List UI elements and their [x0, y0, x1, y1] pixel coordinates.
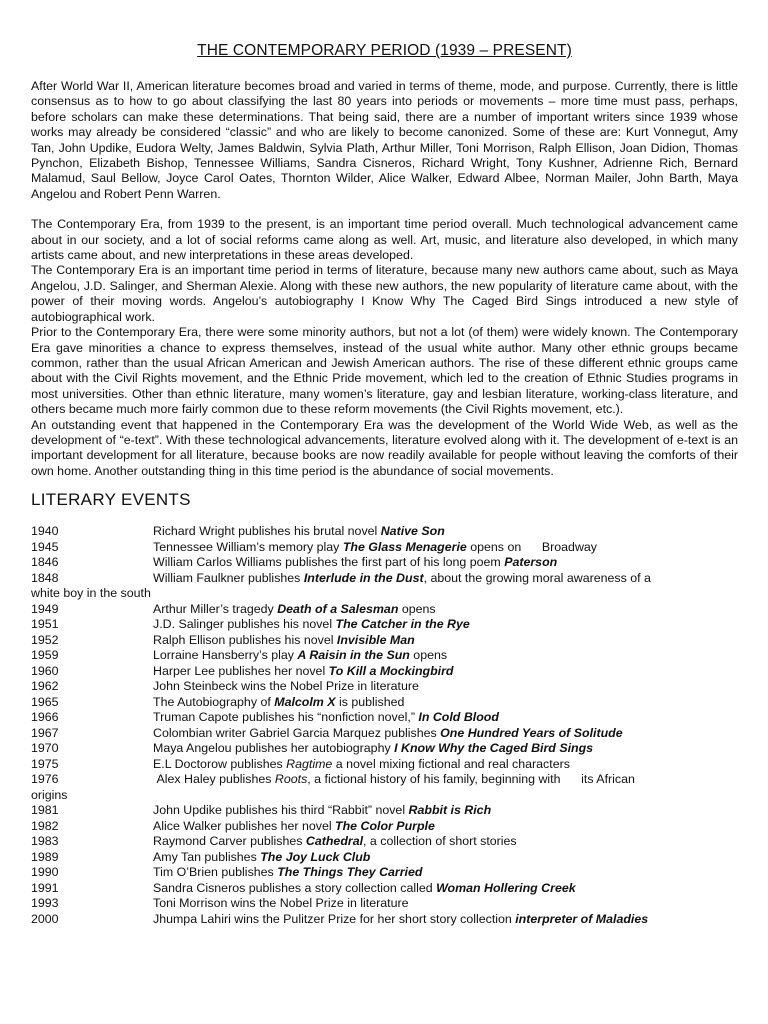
event-description: Tennessee William’s memory play	[153, 539, 343, 554]
event-year: 1965	[31, 694, 59, 709]
paragraph-spacer	[31, 202, 738, 217]
event-work-title: The Things They Carried	[277, 865, 423, 880]
event-work-title: Woman Hollering Creek	[436, 880, 576, 895]
event-row	[31, 741, 738, 757]
event-year: 1970	[31, 741, 59, 756]
event-description-tail: opens	[398, 601, 436, 616]
event-description: John Steinbeck wins the Nobel Prize in literature	[153, 679, 419, 694]
event-description: Maya Angelou publishes her autobiography	[153, 741, 395, 756]
event-description-tail: , a fictional history of his family, beginning with its African	[307, 772, 635, 787]
event-year: 1967	[31, 725, 59, 740]
event-row	[31, 710, 738, 726]
event-row	[31, 881, 738, 897]
event-year: 1959	[31, 648, 59, 663]
event-year: 1975	[31, 756, 59, 771]
event-work-title: The Glass Menagerie	[342, 539, 467, 554]
event-year: 1846	[31, 555, 59, 570]
event-work-title: In Cold Blood	[418, 710, 499, 725]
event-row	[31, 896, 738, 912]
event-year: 1990	[31, 865, 59, 880]
event-row	[31, 617, 738, 633]
event-description-tail: , a collection of short stories	[363, 834, 517, 849]
event-work-title: Rabbit is Rich	[408, 803, 492, 818]
event-work-title: The Joy Luck Club	[260, 849, 371, 864]
event-work-title: Ragtime	[286, 756, 333, 771]
event-year: 1940	[31, 524, 59, 539]
event-work-title: The Catcher in the Rye	[335, 617, 470, 632]
event-year: 1945	[31, 539, 59, 554]
event-year: 1989	[31, 849, 59, 864]
event-year: 1949	[31, 601, 59, 616]
event-row	[31, 912, 738, 928]
event-work-title: A Raisin in the Sun	[297, 648, 410, 663]
literature-importance-paragraph: The Contemporary Era is an important time period in terms of literature, because many new authors came about, such as Maya Angelou, J.D. Salinger, and Sherman Alexie. Along with these new authors, the new popularity of literature came about, with the power of their moving words. Angelou’s autobiography I Know Why The Caged Bird Sings introduced a new style of autobiographical work.	[31, 263, 738, 324]
event-work-title: Death of a Salesman	[277, 601, 399, 616]
event-description: Alice Walker publishes her novel	[153, 818, 336, 833]
event-work-title: interpreter of Maladies	[515, 911, 649, 926]
event-year: 1983	[31, 834, 59, 849]
event-row	[31, 834, 738, 850]
event-row	[31, 555, 738, 571]
intro-paragraph: After World War II, American literature becomes broad and varied in terms of theme, mode, and purpose. Currently, there is little consensus as to how to go about classifying the last 80 years into periods or movements – more time must pass, perhaps, before scholars can make these determinations. That being said, there are a number of important writers since 1939 whose works may already be considered “classic” and who are likely to become canonized. Some of these are: Kurt Vonnegut, Amy Tan, John Updike, Eudora Welty, James Baldwin, Sylvia Plath, Arthur Miller, Toni Morrison, Ralph Ellison, Joan Didion, Thomas Pynchon, Elizabeth Bishop, Tennessee Williams, Sandra Cisneros, Richard Wright, Tony Kushner, Adrienne Rich, Bernard Malamud, Saul Bellow, Joyce Carol Oates, Thornton Wilder, Alice Walker, Edward Albee, Norman Mailer, John Barth, Maya Angelou and Robert Penn Warren.	[31, 79, 738, 201]
event-year: 2000	[31, 911, 59, 926]
event-description: Truman Capote publishes his “nonfiction novel,”	[153, 710, 419, 725]
event-row	[31, 524, 738, 540]
event-description: Alex Haley publishes	[153, 772, 275, 787]
event-description-wrap: origins	[31, 787, 68, 802]
event-row	[31, 865, 738, 881]
event-work-title: Native Son	[380, 524, 445, 539]
event-work-title: Interlude in the Dust	[303, 570, 424, 585]
event-year: 1960	[31, 663, 59, 678]
event-row	[31, 757, 738, 773]
event-row	[31, 633, 738, 649]
event-row	[31, 772, 738, 803]
event-description: Toni Morrison wins the Nobel Prize in literature	[153, 896, 409, 911]
event-work-title: One Hundred Years of Solitude	[440, 725, 623, 740]
event-row	[31, 540, 738, 556]
event-year: 1951	[31, 617, 59, 632]
event-description-tail: a novel mixing fictional and real characters	[332, 756, 570, 771]
event-work-title: The Color Purple	[335, 818, 435, 833]
event-work-title: Invisible Man	[336, 632, 415, 647]
event-description: William Carlos Williams publishes the first part of his long poem	[153, 555, 505, 570]
event-description: Harper Lee publishes her novel	[153, 663, 329, 678]
era-overview-paragraph: The Contemporary Era, from 1939 to the present, is an important time period overall. Much technological advancement came about in our society, and a lot of social reforms came along as well. Art, music, and literature also developed, in which many artists came about, and new interpretations in these areas developed.	[31, 217, 738, 263]
event-description-tail: opens on Broadway	[466, 539, 597, 554]
event-row	[31, 648, 738, 664]
event-year: 1991	[31, 880, 59, 895]
event-year: 1966	[31, 710, 59, 725]
event-description: Tim O’Brien publishes	[153, 865, 278, 880]
event-description-tail: is published	[335, 694, 405, 709]
event-description: Richard Wright publishes his brutal novel	[153, 524, 381, 539]
event-description: E.L Doctorow publishes	[153, 756, 287, 771]
event-year: 1982	[31, 818, 59, 833]
event-row	[31, 602, 738, 618]
event-description: John Updike publishes his third “Rabbit” novel	[153, 803, 409, 818]
event-description: J.D. Salinger publishes his novel	[153, 617, 336, 632]
event-description: Sandra Cisneros publishes a story collection called	[153, 880, 437, 895]
event-row	[31, 850, 738, 866]
event-year: 1993	[31, 896, 59, 911]
event-row	[31, 803, 738, 819]
event-description: Amy Tan publishes	[153, 849, 261, 864]
event-description: Jhumpa Lahiri wins the Pulitzer Prize for her short story collection	[153, 911, 516, 926]
event-description: Ralph Ellison publishes his novel	[153, 632, 337, 647]
event-work-title: Paterson	[504, 555, 558, 570]
literary-events-heading: LITERARY EVENTS	[31, 490, 191, 510]
event-row	[31, 664, 738, 680]
event-row	[31, 695, 738, 711]
event-description: William Faulkner publishes	[153, 570, 304, 585]
event-row	[31, 819, 738, 835]
event-description-tail: , about the growing moral awareness of a	[423, 570, 651, 585]
event-description: Colombian writer Gabriel Garcia Marquez publishes	[153, 725, 441, 740]
event-row	[31, 679, 738, 695]
event-work-title: Malcolm X	[274, 694, 336, 709]
event-description: Raymond Carver publishes	[153, 834, 306, 849]
event-work-title: Roots	[274, 772, 308, 787]
event-year: 1962	[31, 679, 59, 694]
world-wide-web-paragraph: An outstanding event that happened in the Contemporary Era was the development of the World Wide Web, as well as the development of “e-text”. With these technological advancements, literature evolved along with it. The development of e-text is an important development for all literature, because books are now readily available for people without leaving the comforts of their own home. Another outstanding thing in this time period is the abundance of social movements.	[31, 417, 738, 478]
event-year: 1976	[31, 772, 59, 787]
event-year: 1952	[31, 632, 59, 647]
event-description: Arthur Miller’s tragedy	[153, 601, 278, 616]
document-title: THE CONTEMPORARY PERIOD (1939 – PRESENT)	[197, 42, 572, 59]
event-description-tail: opens	[409, 648, 448, 663]
event-work-title: Cathedral	[305, 834, 364, 849]
event-work-title: I Know Why the Caged Bird Sings	[394, 741, 594, 756]
event-year: 1981	[31, 803, 59, 818]
literary-events-list	[31, 524, 738, 927]
document-page	[31, 42, 738, 927]
event-description: The Autobiography of	[153, 694, 275, 709]
event-description: Lorraine Hansberry’s play	[153, 648, 298, 663]
event-row	[31, 571, 738, 602]
event-description-wrap: white boy in the south	[31, 586, 151, 601]
minority-authors-paragraph: Prior to the Contemporary Era, there were some minority authors, but not a lot (of them) were widely known. The Contemporary Era gave minorities a chance to express themselves, instead of the usual white author. Many other ethnic groups became common, rather than the usual African American and Jewish American authors. The rise of these different ethnic groups came about with the Civil Rights movement, and the Ethnic Pride movement, which led to the creation of Ethnic Studies programs in most universities. Other than ethnic literature, many women’s literature, gay and lesbian literature, working-class literature, and others became much more fairly common due to these reform movements (the Civil Rights movement, etc.).	[31, 325, 738, 417]
event-work-title: To Kill a Mockingbird	[328, 663, 454, 678]
event-year: 1848	[31, 570, 59, 585]
event-row	[31, 726, 738, 742]
